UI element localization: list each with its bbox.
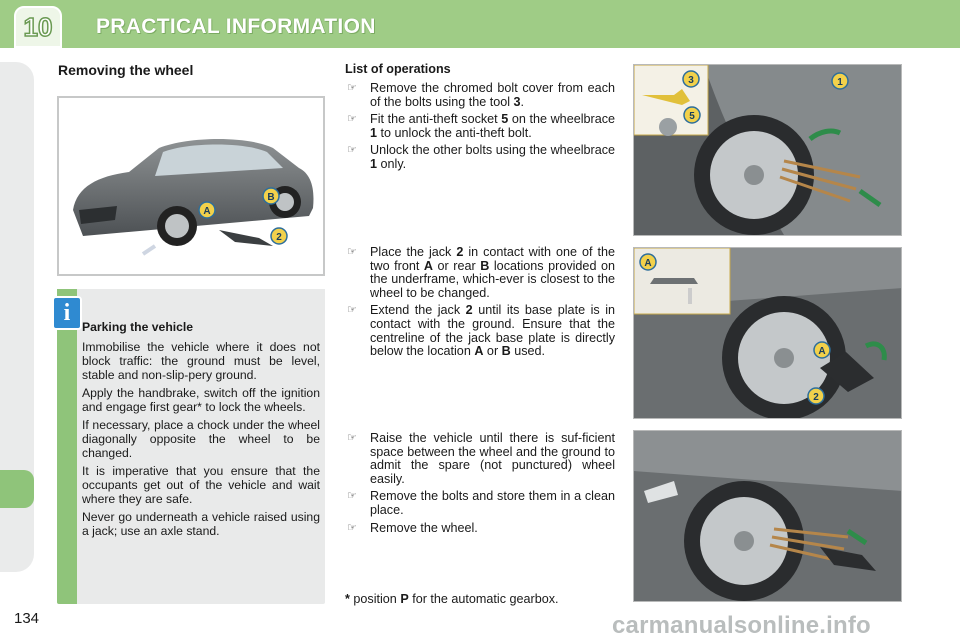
operation-item: ☞ Extend the jack 2 until its base plate is in contact with the ground. Ensure that the centreline of the jack base plate is directly below the location A or B used. (347, 303, 615, 359)
car-illustration (57, 96, 325, 276)
info-paragraph: Never go underneath a vehicle raised using a jack; use an axle stand. (82, 510, 320, 538)
watermark: carmanualsonline.info (612, 612, 871, 639)
operation-item: ☞ Raise the vehicle until there is suf-ficient space between the wheel and the ground to admit the spare (not punctured) wheel easily. (347, 431, 615, 486)
wheel-removal-illustration (633, 430, 902, 602)
pointing-hand-icon: ☞ (347, 304, 357, 317)
pointing-hand-icon: ☞ (347, 521, 357, 534)
illus1-label-1: 1 (837, 77, 843, 88)
operations-group-1 (345, 82, 615, 176)
illus2-label-2: 2 (813, 392, 819, 403)
car-label-2: 2 (276, 232, 282, 243)
info-title: Parking the vehicle (82, 320, 194, 334)
pointing-hand-icon: ☞ (347, 246, 357, 258)
page-title: PRACTICAL INFORMATION (96, 15, 376, 38)
illus2-label-a: A (818, 346, 826, 357)
info-paragraph: If necessary, place a chock under the wheel diagonally opposite the wheel to be changed. (82, 418, 320, 460)
illus1-label-5: 5 (689, 111, 695, 122)
car-drawing (59, 98, 323, 274)
chapter-tab[interactable] (0, 470, 34, 508)
operation-item: ☞ Remove the bolts and store them in a clean place. (347, 489, 615, 517)
operation-item: ☞ Fit the anti-theft socket 5 on the wheelbrace 1 to unlock the anti-theft bolt. (347, 112, 615, 140)
pointing-hand-icon: ☞ (347, 490, 357, 503)
info-paragraph: Immobilise the vehicle where it does not block traffic: the ground must be level, stable and non-slip-pery ground. (82, 340, 320, 382)
chapter-badge (14, 6, 62, 48)
operation-item: ☞ Unlock the other bolts using the wheelbrace 1 only. (347, 143, 615, 171)
pointing-hand-icon: ☞ (347, 113, 357, 126)
chapter-number: 10 (23, 11, 53, 42)
operations-group-2 (345, 246, 615, 363)
operations-group-3 (345, 432, 615, 539)
operation-item: ☞ Remove the wheel. (347, 520, 478, 535)
footnote: * position P for the automatic gearbox. (345, 592, 559, 606)
operation-item: ☞ Place the jack 2 in contact with one of the two front A or rear B locations provided on the underframe, which-ever is closest to the wheel to be changed. (347, 245, 615, 300)
pointing-hand-icon: ☞ (347, 82, 357, 94)
section-title: Removing the wheel (58, 62, 194, 78)
pointing-hand-icon: ☞ (347, 144, 357, 157)
jack-position-illustration (633, 247, 902, 419)
page-number: 134 (14, 610, 40, 627)
pointing-hand-icon: ☞ (347, 432, 357, 444)
car-label-b: B (267, 192, 275, 203)
illus2-label-a-top: A (644, 258, 652, 269)
wheel-bolts-illustration (633, 64, 902, 236)
info-paragraph: It is imperative that you ensure that the occupants get out of the vehicle and wait where they are safe. (82, 464, 320, 506)
operations-title: List of operations (345, 62, 451, 76)
info-icon: i (52, 296, 82, 330)
info-paragraph: Apply the handbrake, switch off the ignition and engage first gear* to lock the wheels. (82, 386, 320, 414)
illus1-label-3: 3 (688, 75, 694, 86)
operation-item: ☞ Remove the chromed bolt cover from each of the bolts using the tool 3. (347, 81, 615, 109)
car-label-a: A (203, 206, 211, 217)
info-text (82, 320, 320, 542)
